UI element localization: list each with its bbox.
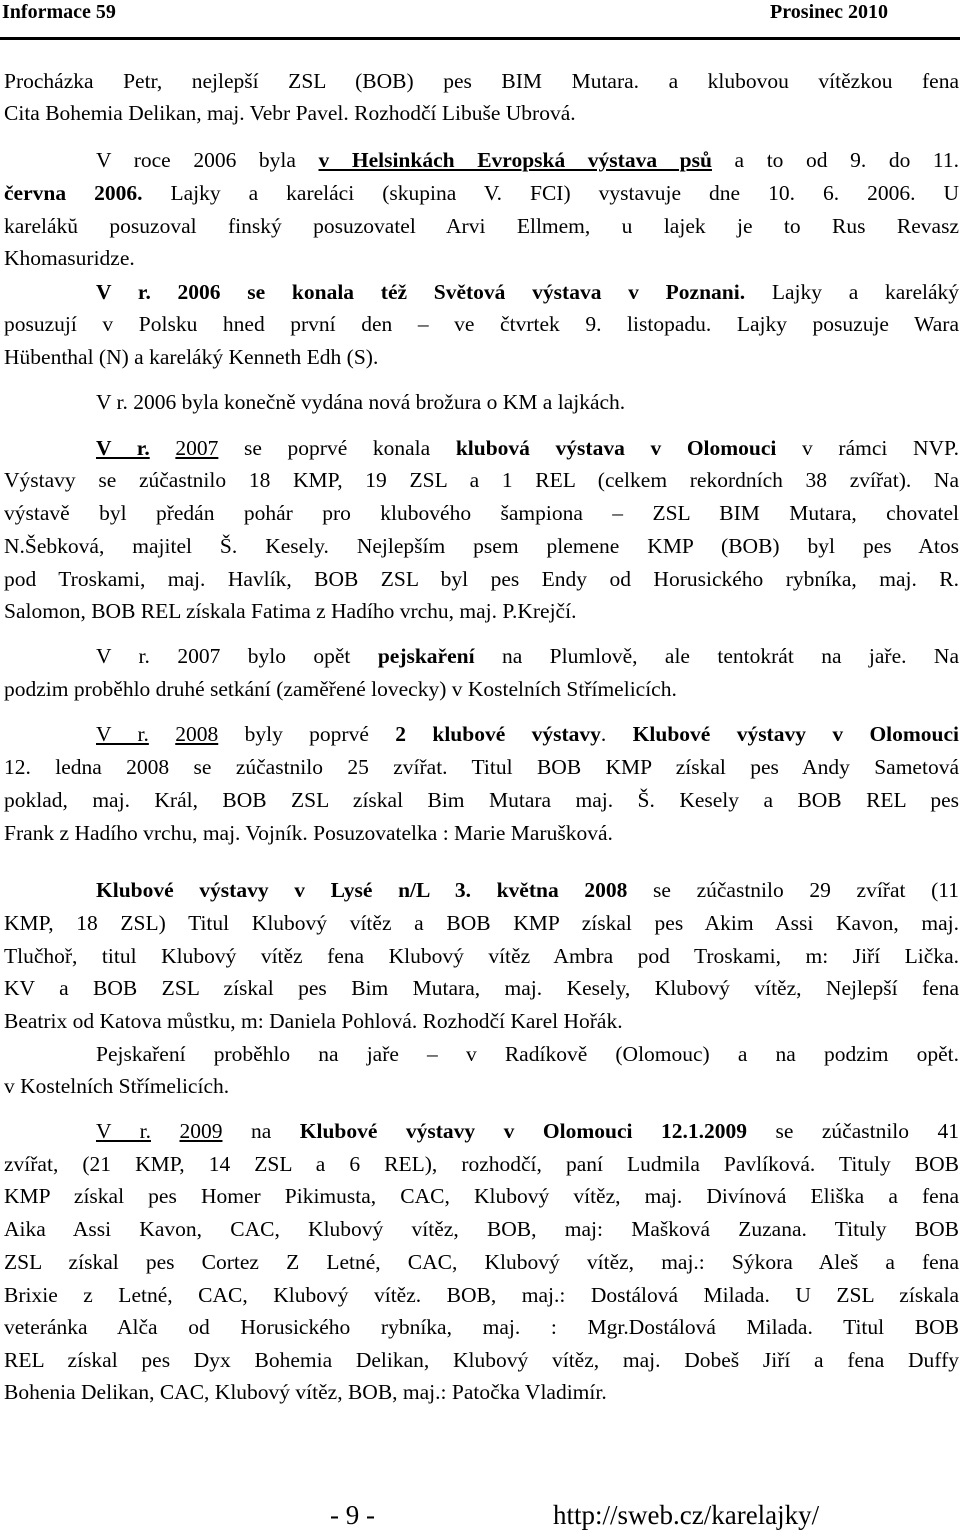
text-line: Beatrix od Katova můstku, m: Daniela Pohlová. Rozhodčí Karel Hořák.: [4, 1009, 623, 1033]
text-line: června 2006. Lajky a kareláci (skupina V. FCI) vystavuje dne 10. 6. 2006. U: [4, 181, 959, 205]
text-line: V r. 2006 se konala též Světová výstava v Poznani. Lajky a kareláký: [96, 280, 960, 304]
text-line: Tlučhoř, titul Klubový vítěz fena Klubový vítěz Ambra pod Troskami, m: Jiří Lička.: [4, 944, 959, 968]
text-line: podzim proběhlo druhé setkání (zaměřené lovecky) v Kostelních Střímelicích.: [4, 677, 677, 701]
text-line: Bohenia Delikan, CAC, Klubový vítěz, BOB, maj.: Patočka Vladimír.: [4, 1380, 607, 1404]
text-line: karelákŭ posuzoval finský posuzovatel Arvi Ellmem, u lajek je to Rus Revasz: [4, 214, 959, 238]
text-line: veteránka Alča od Horusického rybníka, maj. : Mgr.Dostálová Milada. Titul BOB: [4, 1315, 959, 1339]
text-line: Aika Assi Kavon, CAC, Klubový vítěz, BOB, maj: Mašková Zuzana. Tituly BOB: [4, 1217, 959, 1241]
text-line: Brixie z Letné, CAC, Klubový vítěz. BOB, maj.: Dostálová Milada. U ZSL získala: [4, 1283, 959, 1307]
text-line: v Kostelních Střímelicích.: [4, 1074, 230, 1098]
text-line: REL získal pes Dyx Bohemia Delikan, Klubový vítěz, maj. Dobeš Jiří a fena Duffy: [4, 1348, 959, 1372]
text-line: Procházka Petr, nejlepší ZSL (BOB) pes BIM Mutara. a klubovou vítězkou fena: [4, 69, 959, 93]
text-line: V r. 2007 se poprvé konala klubová výstava v Olomouci v rámci NVP.: [96, 436, 960, 460]
text-line: V r. 2006 byla konečně vydána nová brožura o KM a lajkách.: [96, 390, 626, 414]
page-header: [0, 0, 960, 40]
text-line: N.Šebková, majitel Š. Kesely. Nejlepším psem plemene KMP (BOB) byl pes Atos: [4, 534, 959, 558]
text-line: V roce 2006 byla v Helsinkách Evropská výstava psů a to od 9. do 11.: [96, 148, 959, 172]
text-line: Cita Bohemia Delikan, maj. Vebr Pavel. Rozhodčí Libuše Ubrová.: [4, 101, 576, 125]
text-line: pod Troskami, maj. Havlík, BOB ZSL byl pes Endy od Horusického rybníka, maj. R.: [4, 567, 959, 591]
text-line: zvířat, (21 KMP, 14 ZSL a 6 REL), rozhodčí, paní Ludmila Pavlíková. Tituly BOB: [4, 1152, 959, 1176]
text-line: ZSL získal pes Cortez Z Letné, CAC, Klubový vítěz, maj.: Sýkora Aleš a fena: [4, 1250, 959, 1274]
text-line: Hübenthal (N) a kareláký Kenneth Edh (S).: [4, 345, 379, 369]
footer-url: http://sweb.cz/karelajky/: [553, 1500, 820, 1530]
text-line: 12. ledna 2008 se zúčastnilo 25 zvířat. Titul BOB KMP získal pes Andy Sametová: [4, 755, 959, 779]
text-line: Khomasuridze.: [4, 246, 135, 270]
date-label: Prosinec 2010: [770, 1, 888, 23]
text-line: Pejskaření proběhlo na jaře – v Radíkově (Olomouc) a na podzim opět.: [96, 1042, 959, 1066]
text-line: Výstavy se zúčastnilo 18 KMP, 19 ZSL a 1 REL (celkem rekordních 38 zvířat). Na: [4, 468, 959, 492]
text-line: Salomon, BOB REL získala Fatima z Hadího vrchu, maj. P.Krejčí.: [4, 599, 577, 623]
page-number: - 9 -: [330, 1500, 375, 1530]
text-line: KMP, 18 ZSL) Titul Klubový vítěz a BOB KMP získal pes Akim Assi Kavon, maj.: [4, 911, 959, 935]
text-line: posuzují v Polsku hned první den – ve čtvrtek 9. listopadu. Lajky posuzuje Wara: [4, 312, 959, 336]
text-line: výstavě byl předán pohár pro klubového šampiona – ZSL BIM Mutara, chovatel: [4, 501, 959, 525]
text-line: Frank z Hadího vrchu, maj. Vojník. Posuzovatelka : Marie Marušková.: [4, 821, 613, 845]
issue-label: Informace 59: [2, 1, 116, 23]
page-footer: [0, 1497, 960, 1537]
text-line: poklad, maj. Král, BOB ZSL získal Bim Mutara maj. Š. Kesely a BOB REL pes: [4, 788, 959, 812]
text-line: V r. 2008 byly poprvé 2 klubové výstavy. Klubové výstavy v Olomouci: [96, 722, 960, 746]
text-line: V r. 2009 na Klubové výstavy v Olomouci 12.1.2009 se zúčastnilo 41: [96, 1119, 960, 1143]
text-line: V r. 2007 bylo opět pejskaření na Plumlově, ale tentokrát na jaře. Na: [96, 644, 959, 668]
text-line: Klubové výstavy v Lysé n/L 3. května 2008 se zúčastnilo 29 zvířat (11: [96, 878, 959, 902]
text-line: KMP získal pes Homer Pikimusta, CAC, Klubový vítěz, maj. Divínová Eliška a fena: [4, 1184, 959, 1208]
text-line: KV a BOB ZSL získal pes Bim Mutara, maj. Kesely, Klubový vítěz, Nejlepší fena: [4, 976, 959, 1000]
